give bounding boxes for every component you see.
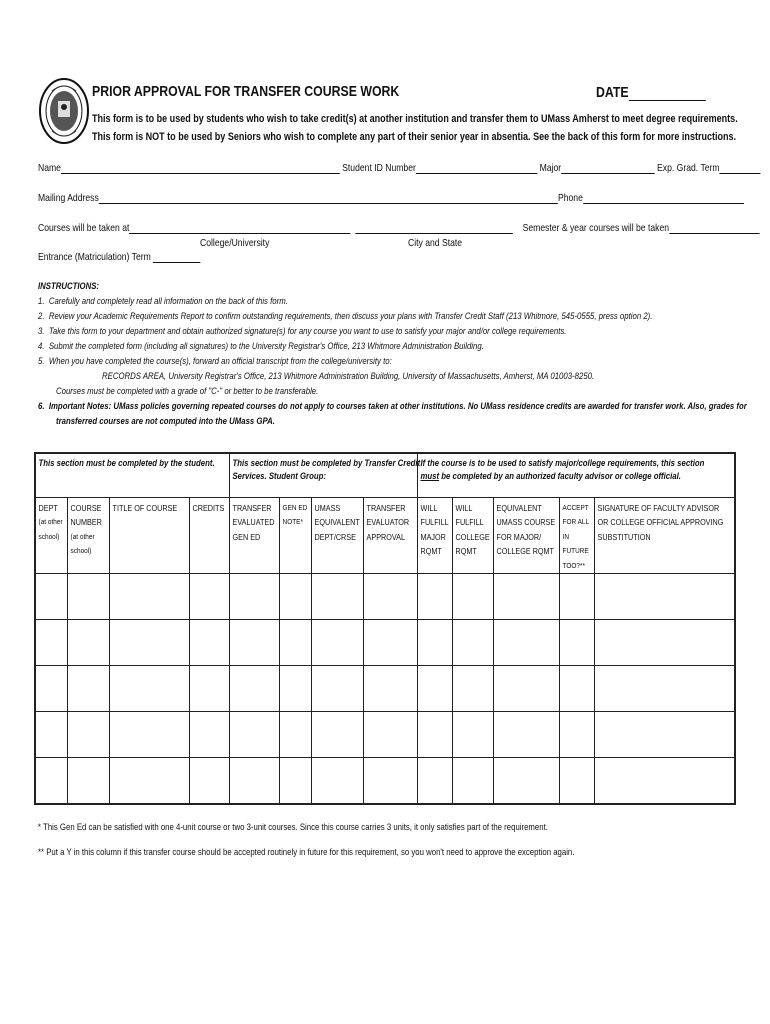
intro-line-2: This form is NOT to be used by Seniors who wish to complete any part of their senior year in absentia. See the back of this form for more instructions.: [92, 131, 737, 143]
table-cell[interactable]: [559, 666, 594, 712]
important-notes-cont: transferred courses are not computed into the UMass GPA.: [56, 416, 275, 427]
table-cell[interactable]: [417, 574, 452, 620]
table-cell[interactable]: [452, 574, 493, 620]
table-cell[interactable]: [109, 758, 189, 804]
column-header-line: COLLEGE RQMT: [496, 546, 554, 556]
column-header-line: GEN ED: [282, 502, 307, 512]
table-cell[interactable]: [35, 620, 67, 666]
table-cell[interactable]: [417, 712, 452, 758]
mailing-label: Mailing Address: [38, 192, 99, 204]
column-header-line: FOR ALL: [562, 517, 589, 526]
table-cell[interactable]: [279, 758, 311, 804]
column-header-line: MAJOR: [420, 531, 446, 542]
faculty-section-header: If the course is to be used to satisfy major/college requirements, this section must be completed by an authorized faculty advisor or college official.: [417, 453, 735, 497]
column-header-line: TOO?**: [562, 560, 585, 570]
table-cell[interactable]: [189, 620, 229, 666]
column-header: [35, 497, 67, 574]
table-cell[interactable]: [493, 574, 559, 620]
table-cell[interactable]: [189, 574, 229, 620]
footnote-accept-future: ** Put a Y in this column if this transfer course should be accepted routinely in future for this requirement, so you won't need to approve the exception again.: [38, 847, 575, 858]
mailing-address-field[interactable]: [38, 192, 744, 204]
student-id-label: Student ID Number: [342, 162, 416, 174]
table-cell[interactable]: [67, 666, 109, 712]
table-row[interactable]: [35, 574, 735, 620]
form-title: PRIOR APPROVAL FOR TRANSFER COURSE WORK: [92, 83, 400, 100]
column-header: [559, 497, 594, 574]
column-header-line: NUMBER: [70, 517, 102, 527]
semester-label: Semester & year courses will be taken: [522, 222, 670, 234]
column-header: [67, 497, 109, 574]
table-cell[interactable]: [493, 712, 559, 758]
table-cell[interactable]: [363, 574, 417, 620]
column-header-line: school): [38, 531, 60, 541]
table-cell[interactable]: [35, 712, 67, 758]
college-sublabel: College/University: [200, 237, 270, 249]
student-section-header: This section must be completed by the student.: [35, 453, 229, 497]
column-header-line: WILL: [420, 502, 437, 513]
table-cell[interactable]: [311, 712, 363, 758]
instructions-heading: INSTRUCTIONS:: [38, 281, 100, 292]
column-header-row: [35, 497, 735, 574]
column-header: [417, 497, 452, 574]
table-row[interactable]: [35, 620, 735, 666]
table-cell[interactable]: [493, 620, 559, 666]
instruction-item: 1. Carefully and completely read all information on the back of this form.: [38, 296, 288, 307]
column-header-line: EQUIVALENT: [314, 517, 360, 527]
table-cell[interactable]: [67, 620, 109, 666]
column-header-line: FULFILL: [455, 517, 484, 527]
table-cell[interactable]: [279, 620, 311, 666]
table-cell[interactable]: [594, 758, 735, 804]
name-label: Name: [38, 162, 61, 174]
table-cell[interactable]: [67, 574, 109, 620]
table-cell[interactable]: [229, 758, 279, 804]
instruction-item: 5. When you have completed the course(s), forward an official transcript from the college/university to:: [38, 356, 392, 367]
city-sublabel: City and State: [408, 237, 463, 249]
table-row[interactable]: [35, 758, 735, 804]
date-label: DATE: [596, 84, 629, 101]
table-cell[interactable]: [559, 758, 594, 804]
table-cell[interactable]: [311, 620, 363, 666]
column-header-line: SUBSTITUTION: [597, 531, 651, 542]
table-cell[interactable]: [109, 620, 189, 666]
column-header-line: TRANSFER: [232, 502, 272, 513]
table-cell[interactable]: [189, 666, 229, 712]
table-cell[interactable]: [363, 712, 417, 758]
column-header-line: TRANSFER: [366, 502, 406, 513]
table-cell[interactable]: [363, 666, 417, 712]
column-header-line: (at other: [38, 517, 63, 526]
entrance-label: Entrance (Matriculation) Term: [38, 251, 151, 263]
table-cell[interactable]: [311, 666, 363, 712]
table-cell[interactable]: [417, 758, 452, 804]
instruction-item: 3. Take this form to your department and obtain authorized signature(s) for any course you want to use to satisfy your major and/or college requirements.: [38, 326, 567, 337]
column-header: [109, 497, 189, 574]
major-label: Major: [539, 162, 562, 174]
column-header-line: APPROVAL: [366, 531, 405, 542]
instruction-item: 2. Review your Academic Requirements Report to confirm outstanding requirements, then discuss your plans with Transfer Credit Staff (213 Whitmore, 545-0555, press option 2).: [38, 311, 653, 322]
table-row[interactable]: [35, 666, 735, 712]
table-cell[interactable]: [363, 758, 417, 804]
column-header-line: DEPT: [38, 502, 58, 513]
column-header: [311, 497, 363, 574]
column-header: [279, 497, 311, 574]
date-field[interactable]: [596, 84, 706, 101]
table-cell[interactable]: [279, 712, 311, 758]
column-header-line: SIGNATURE OF FACULTY ADVISOR: [597, 502, 719, 513]
column-header-line: WILL: [455, 502, 472, 513]
column-header-line: FULFILL: [420, 517, 449, 527]
table-cell[interactable]: [559, 712, 594, 758]
column-header: [189, 497, 229, 574]
table-cell[interactable]: [35, 574, 67, 620]
column-header-line: OR COLLEGE OFFICIAL APPROVING: [597, 517, 723, 527]
table-cell[interactable]: [594, 620, 735, 666]
table-cell[interactable]: [452, 620, 493, 666]
column-header-line: EVALUATOR: [366, 517, 409, 527]
courses-taken-at-field[interactable]: [38, 222, 759, 234]
umass-seal: [38, 77, 90, 145]
table-cell[interactable]: [594, 574, 735, 620]
table-cell[interactable]: [67, 712, 109, 758]
column-header-line: FUTURE: [562, 546, 589, 555]
phone-label: Phone: [557, 192, 583, 204]
column-header: [229, 497, 279, 574]
table-cell[interactable]: [229, 620, 279, 666]
table-cell[interactable]: [109, 712, 189, 758]
course-table: [34, 452, 736, 805]
table-cell[interactable]: [594, 666, 735, 712]
table-cell[interactable]: [311, 758, 363, 804]
important-notes: 6. Important Notes: UMass policies governing repeated courses do not apply to courses taken at other institutions. No UMass residence credits are awarded for transfer work. Also, grades for: [38, 401, 747, 412]
column-header: [363, 497, 417, 574]
table-cell[interactable]: [109, 574, 189, 620]
column-header-line: EVALUATED: [232, 517, 274, 527]
column-header-line: (at other: [70, 531, 95, 541]
column-header-line: GEN ED: [232, 531, 260, 542]
table-cell[interactable]: [189, 758, 229, 804]
instruction-item: 4. Submit the completed form (including all signatures) to the University Registrar's Office, 213 Whitmore Administration Building.: [38, 341, 484, 352]
table-cell[interactable]: [417, 620, 452, 666]
transfer-section-header: This section must be completed by Transfer Credit Services. Student Group:: [229, 453, 417, 497]
column-header-line: TITLE OF COURSE: [112, 502, 177, 513]
column-header-line: RQMT: [455, 546, 477, 556]
courses-at-label: Courses will be taken at: [38, 222, 130, 234]
table-cell[interactable]: [452, 758, 493, 804]
column-header-line: NOTE*: [282, 517, 303, 526]
grade-requirement: Courses must be completed with a grade of "C-" or better to be transferable.: [56, 386, 319, 397]
name-field[interactable]: [38, 162, 761, 174]
column-header-line: school): [70, 546, 91, 555]
column-header-line: COURSE: [70, 502, 101, 513]
table-cell[interactable]: [109, 666, 189, 712]
column-header: [493, 497, 559, 574]
column-header-line: CREDITS: [192, 502, 224, 513]
table-cell[interactable]: [559, 574, 594, 620]
table-cell[interactable]: [229, 666, 279, 712]
table-cell[interactable]: [279, 574, 311, 620]
table-cell[interactable]: [35, 758, 67, 804]
table-cell[interactable]: [594, 712, 735, 758]
table-cell[interactable]: [363, 620, 417, 666]
table-cell[interactable]: [452, 712, 493, 758]
footnote-gen-ed: * This Gen Ed can be satisfied with one 4-unit course or two 3-unit courses. Since this course carries 3 units, it only satisfies part of the requirement.: [38, 822, 548, 833]
table-cell[interactable]: [559, 620, 594, 666]
column-header-line: DEPT/CRSE: [314, 531, 356, 542]
table-cell[interactable]: [189, 712, 229, 758]
entrance-term-field[interactable]: [38, 251, 201, 263]
column-header-line: UMASS: [314, 502, 340, 513]
column-header-line: UMASS COURSE: [496, 517, 555, 527]
column-header-line: RQMT: [420, 546, 442, 556]
table-cell[interactable]: [35, 666, 67, 712]
table-cell[interactable]: [417, 666, 452, 712]
records-address: RECORDS AREA, University Registrar's Office, 213 Whitmore Administration Building, University of Massachusetts, Amherst, MA 01003-8250.: [102, 371, 595, 382]
column-header-line: ACCEPT: [562, 502, 589, 512]
column-header-line: FOR MAJOR/: [496, 531, 541, 542]
table-cell[interactable]: [311, 574, 363, 620]
table-row[interactable]: [35, 712, 735, 758]
column-header: [452, 497, 493, 574]
table-cell[interactable]: [229, 712, 279, 758]
table-cell[interactable]: [67, 758, 109, 804]
table-cell[interactable]: [279, 666, 311, 712]
column-header-line: IN: [562, 531, 569, 541]
table-cell[interactable]: [493, 758, 559, 804]
table-cell[interactable]: [493, 666, 559, 712]
table-cell[interactable]: [452, 666, 493, 712]
exp-grad-label: Exp. Grad. Term: [657, 162, 720, 174]
table-cell[interactable]: [229, 574, 279, 620]
column-header-line: EQUIVALENT: [496, 502, 542, 513]
intro-line-1: This form is to be used by students who wish to take credit(s) at another institution and transfer them to UMass Amherst to meet degree requirements.: [92, 113, 738, 125]
column-header: [594, 497, 735, 574]
column-header-line: COLLEGE: [455, 531, 490, 542]
